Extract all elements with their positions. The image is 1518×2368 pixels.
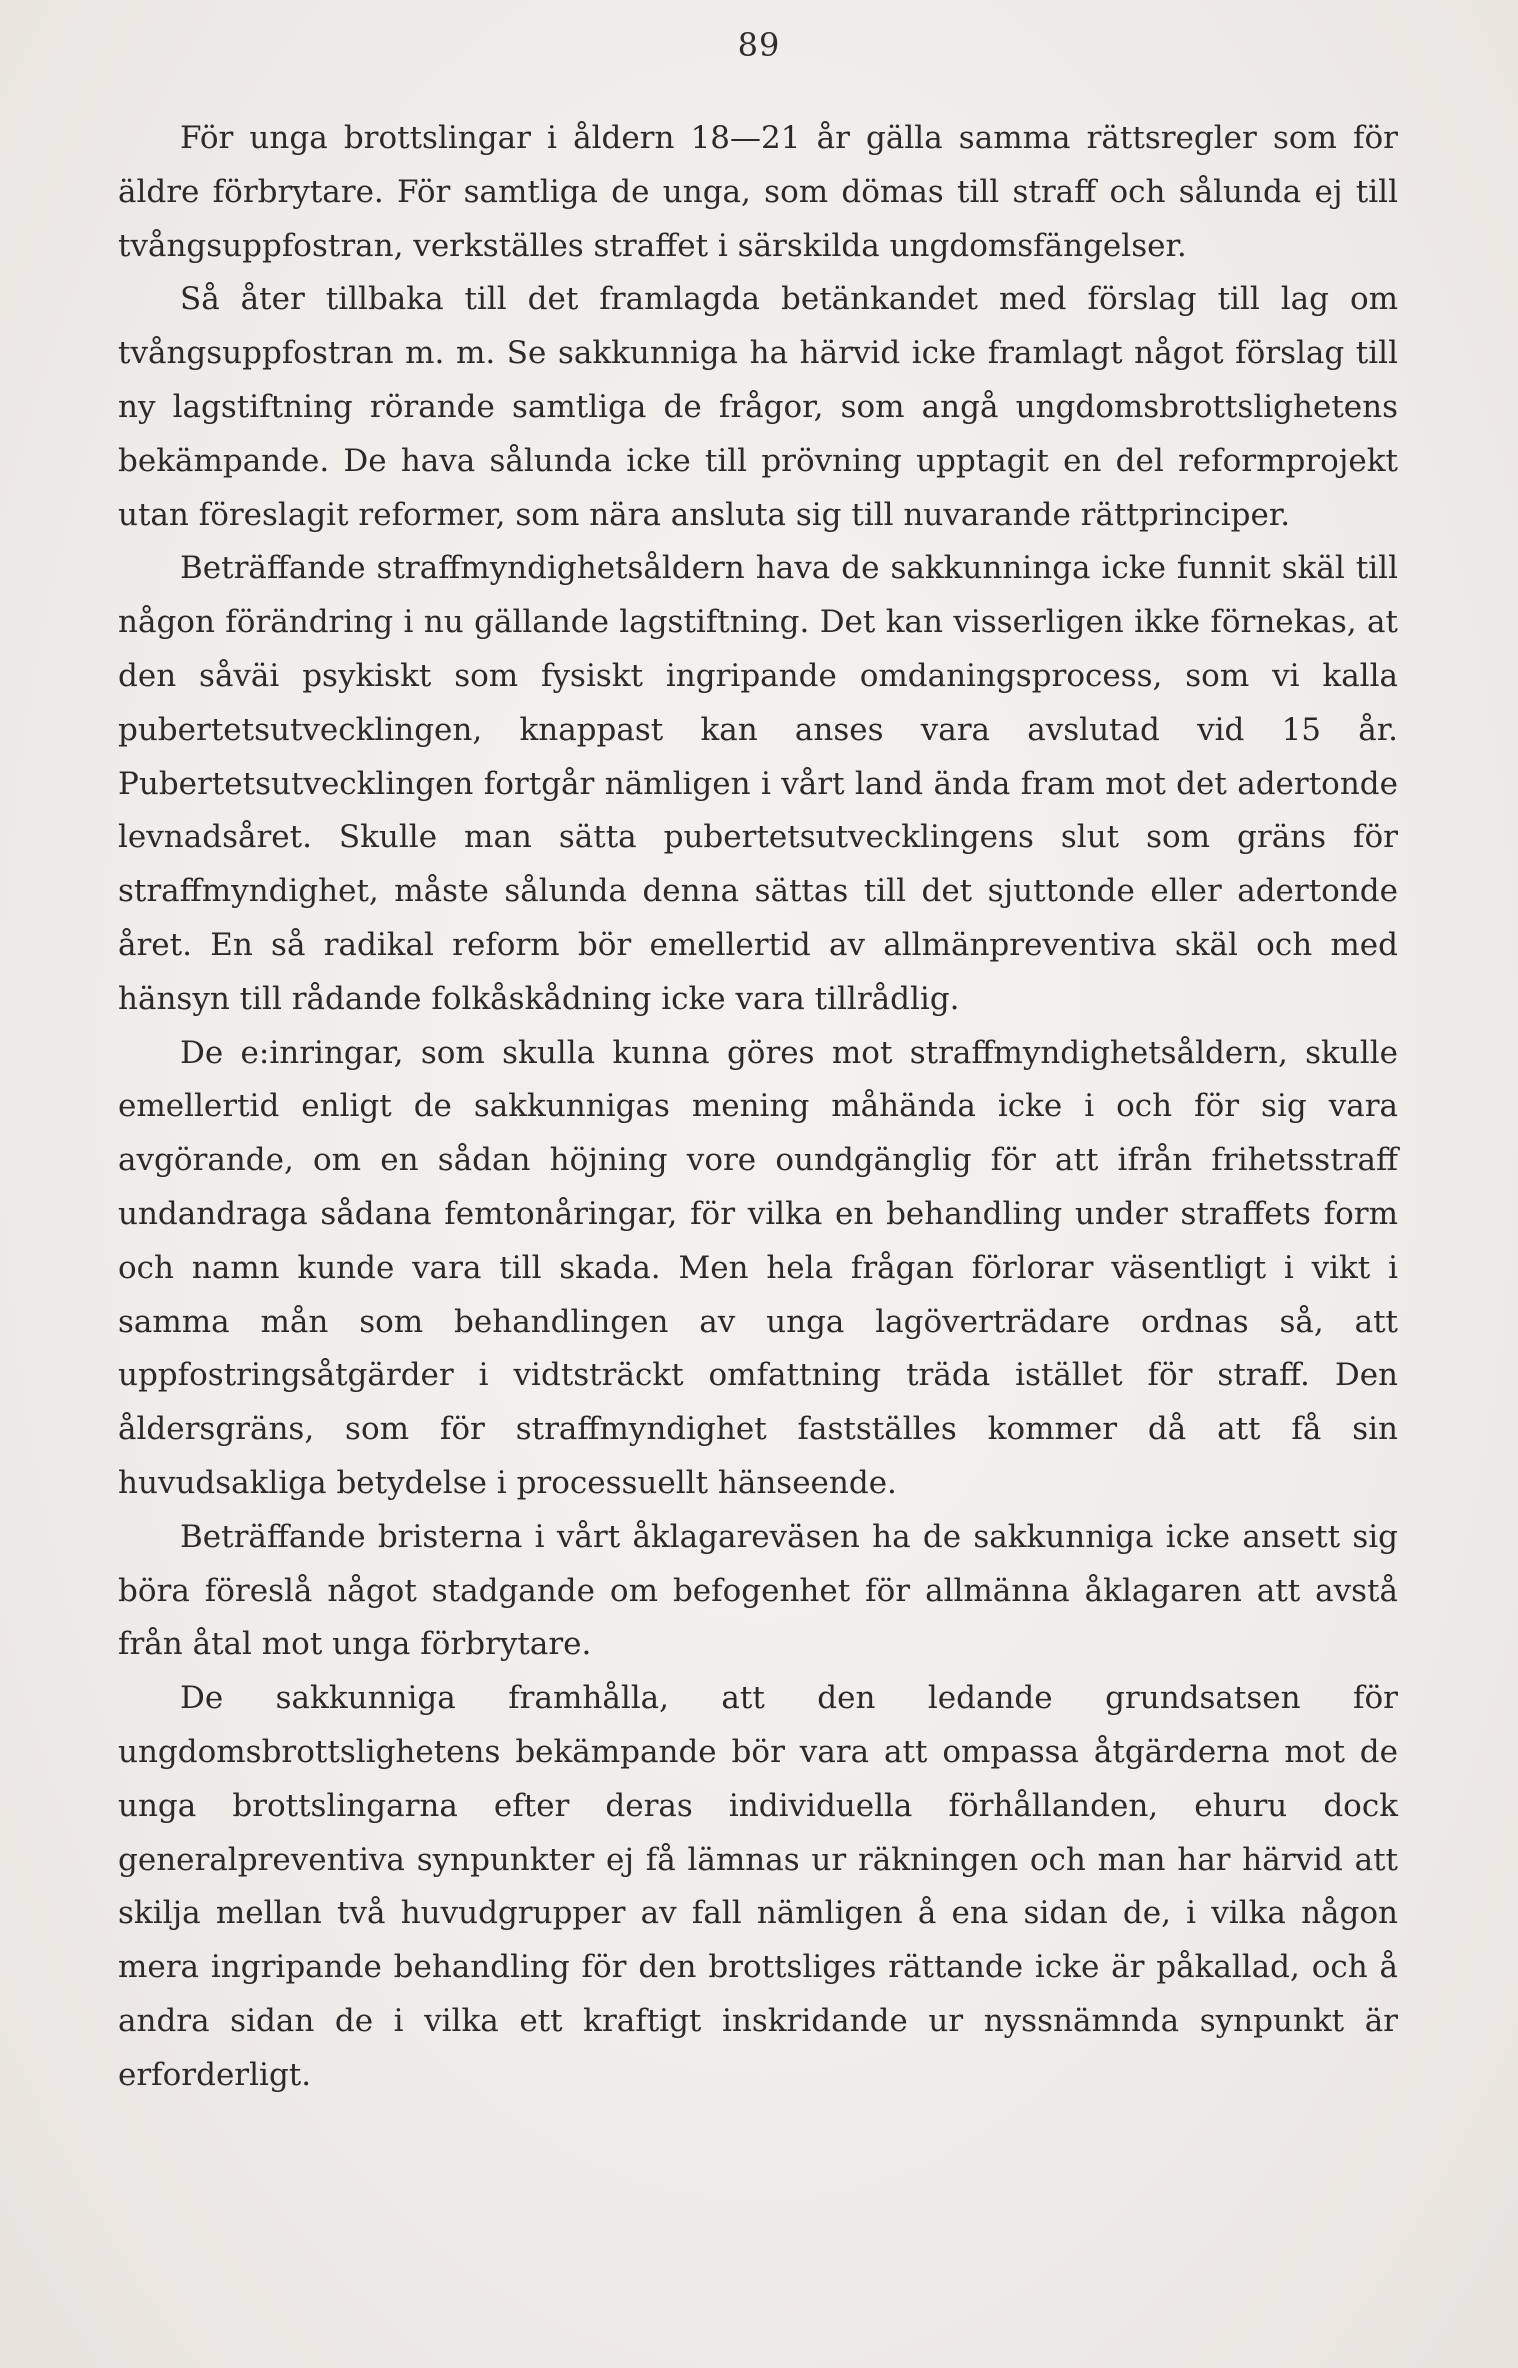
page-number: 89 [737,26,781,64]
paragraph: De sakkunniga framhålla, att den ledande grundsatsen för ungdomsbrottslighetens bekämpande bör vara att ompassa åtgärderna mot de unga brottslingarna efter deras individuella förhållanden, ehuru dock generalpreventiva synpunkter ej få lämnas ur räkningen och man har härvid att skilja mellan två huvudgrupper av fall nämligen å ena sidan de, i vilka någon mera ingripande behandling för den brottsliges rättande icke är påkallad, och å andra sidan de i vilka ett kraftigt inskridande ur nyssnämnda synpunkt är erforderligt. [118,1680,1398,2093]
paragraph: För unga brottslingar i åldern 18—21 år gälla samma rättsregler som för äldre förbrytare. För samtliga de unga, som dömas till straff och sålunda ej till tvångsuppfostran, verkställes straffet i särskilda ungdomsfängelser. [118,120,1398,264]
paragraph: Så åter tillbaka till det framlagda betänkandet med förslag till lag om tvångsuppfostran m. m. Se sakkunniga ha härvid icke framlagt något förslag till ny lagstiftning rörande samtliga de frågor, som angå ungdomsbrottslighetens bekämpande. De hava sålunda icke till prövning upptagit en del reformprojekt utan föreslagit reformer, som nära ansluta sig till nuvarande rättprinciper. [118,281,1398,533]
paragraph: De e:inringar, som skulla kunna göres mot straffmyndighetsåldern, skulle emellertid enligt de sakkunnigas mening måhända icke i och för sig vara avgörande, om en sådan höjning vore oundgänglig för att ifrån frihetsstraff undandraga sådana femtonåringar, för vilka en behandling under straffets form och namn kunde vara till skada. Men hela frågan förlorar väsentligt i vikt i samma mån som behandlingen av unga lagöverträdare ordnas så, att uppfostringsåtgärder i vidtsträckt omfattning träda istället för straff. Den åldersgräns, som för straffmyndighet fastställes kommer då att få sin huvudsakliga betydelse i processuellt hänseende. [118,1034,1398,1501]
paragraph: Beträffande bristerna i vårt åklagareväsen ha de sakkunniga icke ansett sig böra föreslå något stadgande om befogenhet för allmänna åklagaren att avstå från åtal mot unga förbrytare. [118,1518,1398,1663]
body-text [118,112,1398,2102]
paragraph: Beträffande straffmyndighetsåldern hava de sakkunninga icke funnit skäl till någon förändring i nu gällande lagstiftning. Det kan visserligen ikke förnekas, at den såväi psykiskt som fysiskt ingripande omdaningsprocess, som vi kalla pubertetsutvecklingen, knappast kan anses vara avslutad vid 15 år. Pubertetsutvecklingen fortgår nämligen i vårt land ända fram mot det adertonde levnadsåret. Skulle man sätta pubertetsutvecklingens slut som gräns för straffmyndighet, måste sålunda denna sättas till det sjuttonde eller adertonde året. En så radikal reform bör emellertid av allmänpreventiva skäl och med hänsyn till rådande folkåskådning icke vara tillrådlig. [118,550,1398,1017]
